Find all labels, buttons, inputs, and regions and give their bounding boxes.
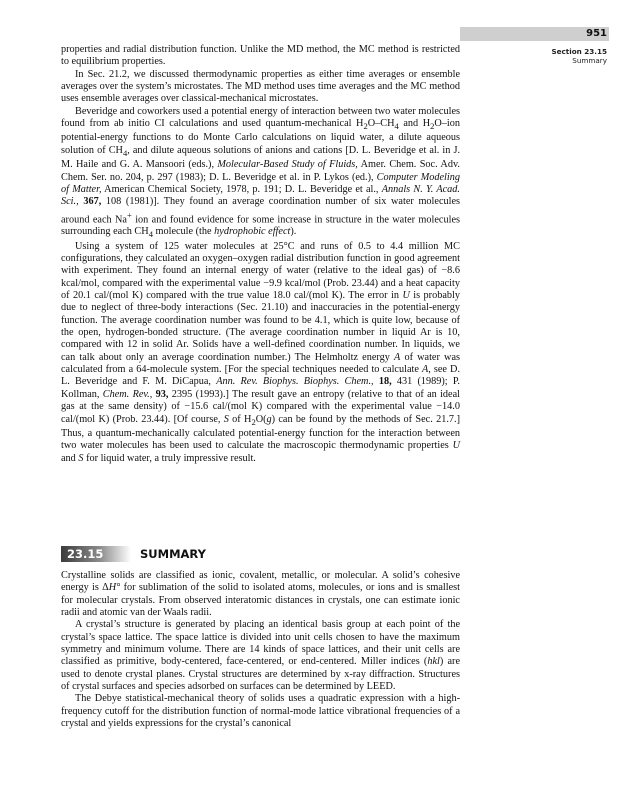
body-text: [61, 44, 460, 465]
summary-text: [61, 570, 460, 730]
section-number: 23.15: [67, 547, 104, 561]
section-heading: [61, 546, 460, 562]
page-number: 951: [586, 28, 607, 39]
paragraph-beveridge: Beveridge and coworkers used a potential energy of interaction between two water molecules found from ab initio CI calculations and used quantum-mechanical $H_2O-CH_4$ and $H_2O$–ion potential-energy functions to do Monte Carlo calculations on liquid water, a dilute aqueous solution of $CH_4$, and dilute aqueous solutions of anions and cations [D. L. Beveridge et al. in J. M. Haile and G. A. Mansoori (eds.), Molecular-Based Study of Fluids, Amer. Chem. Soc. Adv. Chem. Ser. no. 204, p. 297 (1983); D. L. Beveridge et al. in P. Lykos (ed.), Computer Modeling of Matter, American Chemical Society, 1978, p. 191; D. L. Beveridge et al., Annals N. Y. Acad. Sci., 367, 108 (1981)]. They found an average coordination number of six water molecules around each Na+ ion and found evidence for some increase in structure in the water molecules surrounding each $CH_4$ molecule (the hydrophobic effect).: [61, 105, 461, 240]
margin-section-title: Summary: [572, 56, 607, 65]
section-title: SUMMARY: [140, 547, 206, 561]
summary-paragraph-solids: Crystalline solids are classified as ionic, covalent, metallic, or molecular. A solid’s cohesive energy is ΔH° for sublimation of the solid to isolated atoms, molecules, or ions and is smallest for molecular crystals. From observed interatomic distances in crystals, one can estimate ionic radii and atomic van der Waals radii.: [61, 570, 460, 619]
summary-paragraph-lattice: A crystal’s structure is generated by placing an identical basis group at each point of the crystal’s space lattice. The space lattice is divided into unit cells chosen to have the maximum symmetry and minimum volume. There are 14 kinds of space lattices, and their unit cells are classified as primitive, body-centered, face-centered, or end-centered. Miller indices (hkl) are used to denote crystal planes. Crystal structures are determined by x-ray diffraction. Structures of crystal surfaces and species adsorbed on surfaces can be determined by LEED.: [61, 619, 460, 693]
margin-section-label: [524, 47, 607, 65]
paragraph-averages: In Sec. 21.2, we discussed thermodynamic properties as either time averages or ensemble averages over the system’s microstates. The MD method uses time averages and the MC method uses ensemble averages over classical-mechanical microstates.: [61, 68, 460, 105]
margin-section-number: Section 23.15: [551, 47, 607, 56]
summary-paragraph-debye: The Debye statistical-mechanical theory of solids uses a quadratic expression with a high-frequency cutoff for the distribution function of normal-mode lattice vibrational frequencies of a crystal and yields expressions for the crystal’s canonical: [61, 693, 460, 730]
paragraph-md-mc-end: properties and radial distribution function. Unlike the MD method, the MC method is restricted to equilibrium properties.: [61, 44, 460, 68]
paragraph-water-simulation: Using a system of 125 water molecules at 25°C and runs of 0.5 to 4.4 million MC configurations, they calculated an oxygen–oxygen radial distribution function in good agreement with experiment. They found an internal energy of water (relative to the ideal gas) of −8.6 kcal/mol, compared with the experimental value −9.9 kcal/mol (Prob. 23.44) and a heat capacity of 20.1 cal/(mol K) compared with the true value 18.0 cal/(mol K). The error in U is probably due to neglect of three-body interactions (Sec. 21.10) and inaccuracies in the potential-energy function. The average coordination number was found to be 4.1, which is quite low, because of the open, hydrogen-bonded structure. (The average coordination number in liquid Ar is 10, compared with 12 in solid Ar. Solids have a well-defined coordination number. In liquids, we can talk about only an average coordination number.) The Helmholtz energy A of water was calculated from a 64-molecule system. [For the special techniques needed to calculate A, see D. L. Beveridge and F. M. DiCapua, Ann. Rev. Biophys. Biophys. Chem., 18, 431 (1989); P. Kollman, Chem. Rev., 93, 2395 (1993).] The result gave an entropy (relative to that of an ideal gas at the same density) of −15.6 cal/(mol K) compared with the experimental value −14.0 cal/(mol K) (Prob. 23.44). [Of course, S of $H_2O(g)$ can be found by the methods of Sec. 21.7.] Thus, a quantum-mechanically calculated potential-energy function for the interaction between two water molecules has been used to calculate the macroscopic thermodynamic properties U and S for liquid water, a truly impressive result.: [61, 240, 461, 464]
